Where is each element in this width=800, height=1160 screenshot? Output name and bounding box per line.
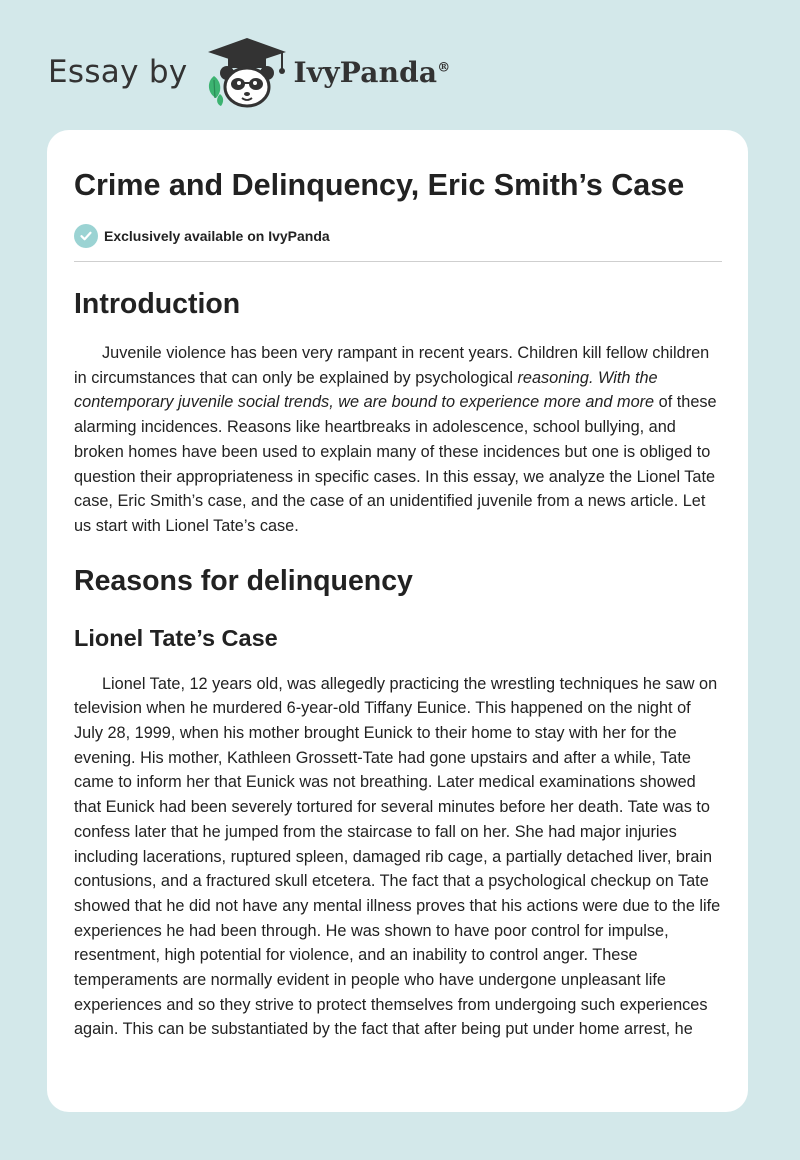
essay-title: Crime and Delinquency, Eric Smith’s Case — [74, 168, 685, 202]
ivypanda-panda-logo-icon[interactable] — [202, 36, 292, 108]
lionel-tate-subheading: Lionel Tate’s Case — [74, 624, 278, 651]
lionel-tate-paragraph: Lionel Tate, 12 years old, was allegedly practicing the wrestling techniques he saw on television when he murdered 6-year-old Tiffany Eunice. This happened on the night of July 28, 1999, when his mother brought Eunick to their home to stay with her for the evening. His mother, Kathleen Grossett-Tate had gone upstairs and after a while, Tate came to inform her that Eunick was not breathing. Later medical examinations showed that Eunick had been severely tortured for several minutes before her death. Tate was to confess later that he jumped from the staircase to fall on her. She had major injuries including lacerations, ruptured spleen, damaged rib cage, a partially detached liver, brain contusions, and a fractured skull etcetera. The fact that a psychological checkup on Tate showed that he did not have any mental illness proves that his actions were due to the life experiences he had been through. He was shown to have poor control for impulse, resentment, high potential for violence, and an inability to control anger. These temperaments are normally evident in people who have undergone unpleasant life experiences and so they strive to protect themselves from undergoing such experiences again. This can be substantiated by the fact that after being put under home arrest, he — [74, 674, 721, 1039]
intro-text-start: Juvenile violence has been very rampant in recent years. Children kill fellow children in circumstances that can only be explained by psychological — [74, 344, 710, 387]
brand-text: IvyPanda — [293, 55, 438, 89]
intro-text-end: of these alarming incidences. Reasons like heartbreaks in adolescence, school bullying, and broken homes have been used to explain many of these incidences but one is obliged to question their appropriateness in specific cases. In this essay, we analyze the Lionel Tate case, Eric Smith’s case, and the case of an unidentified juvenile from a news article. Let us start with Lionel Tate’s case. — [74, 393, 717, 535]
divider — [74, 261, 722, 262]
registered-mark: ® — [437, 60, 451, 76]
reasons-heading: Reasons for delinquency — [74, 564, 413, 597]
exclusive-label: Exclusively available on IvyPanda — [104, 228, 330, 244]
introduction-heading: Introduction — [74, 288, 241, 320]
checkmark-icon — [74, 224, 98, 248]
essay-by-label: Essay by — [48, 54, 188, 90]
essay-card — [47, 130, 748, 1112]
intro-text-italic: reasoning. With the contemporary juvenile social trends, we are bound to experience more and more — [74, 368, 658, 412]
ivypanda-brand-name[interactable] — [294, 56, 451, 89]
introduction-paragraph — [74, 341, 722, 539]
site-header — [48, 36, 450, 108]
exclusive-badge — [74, 224, 722, 248]
